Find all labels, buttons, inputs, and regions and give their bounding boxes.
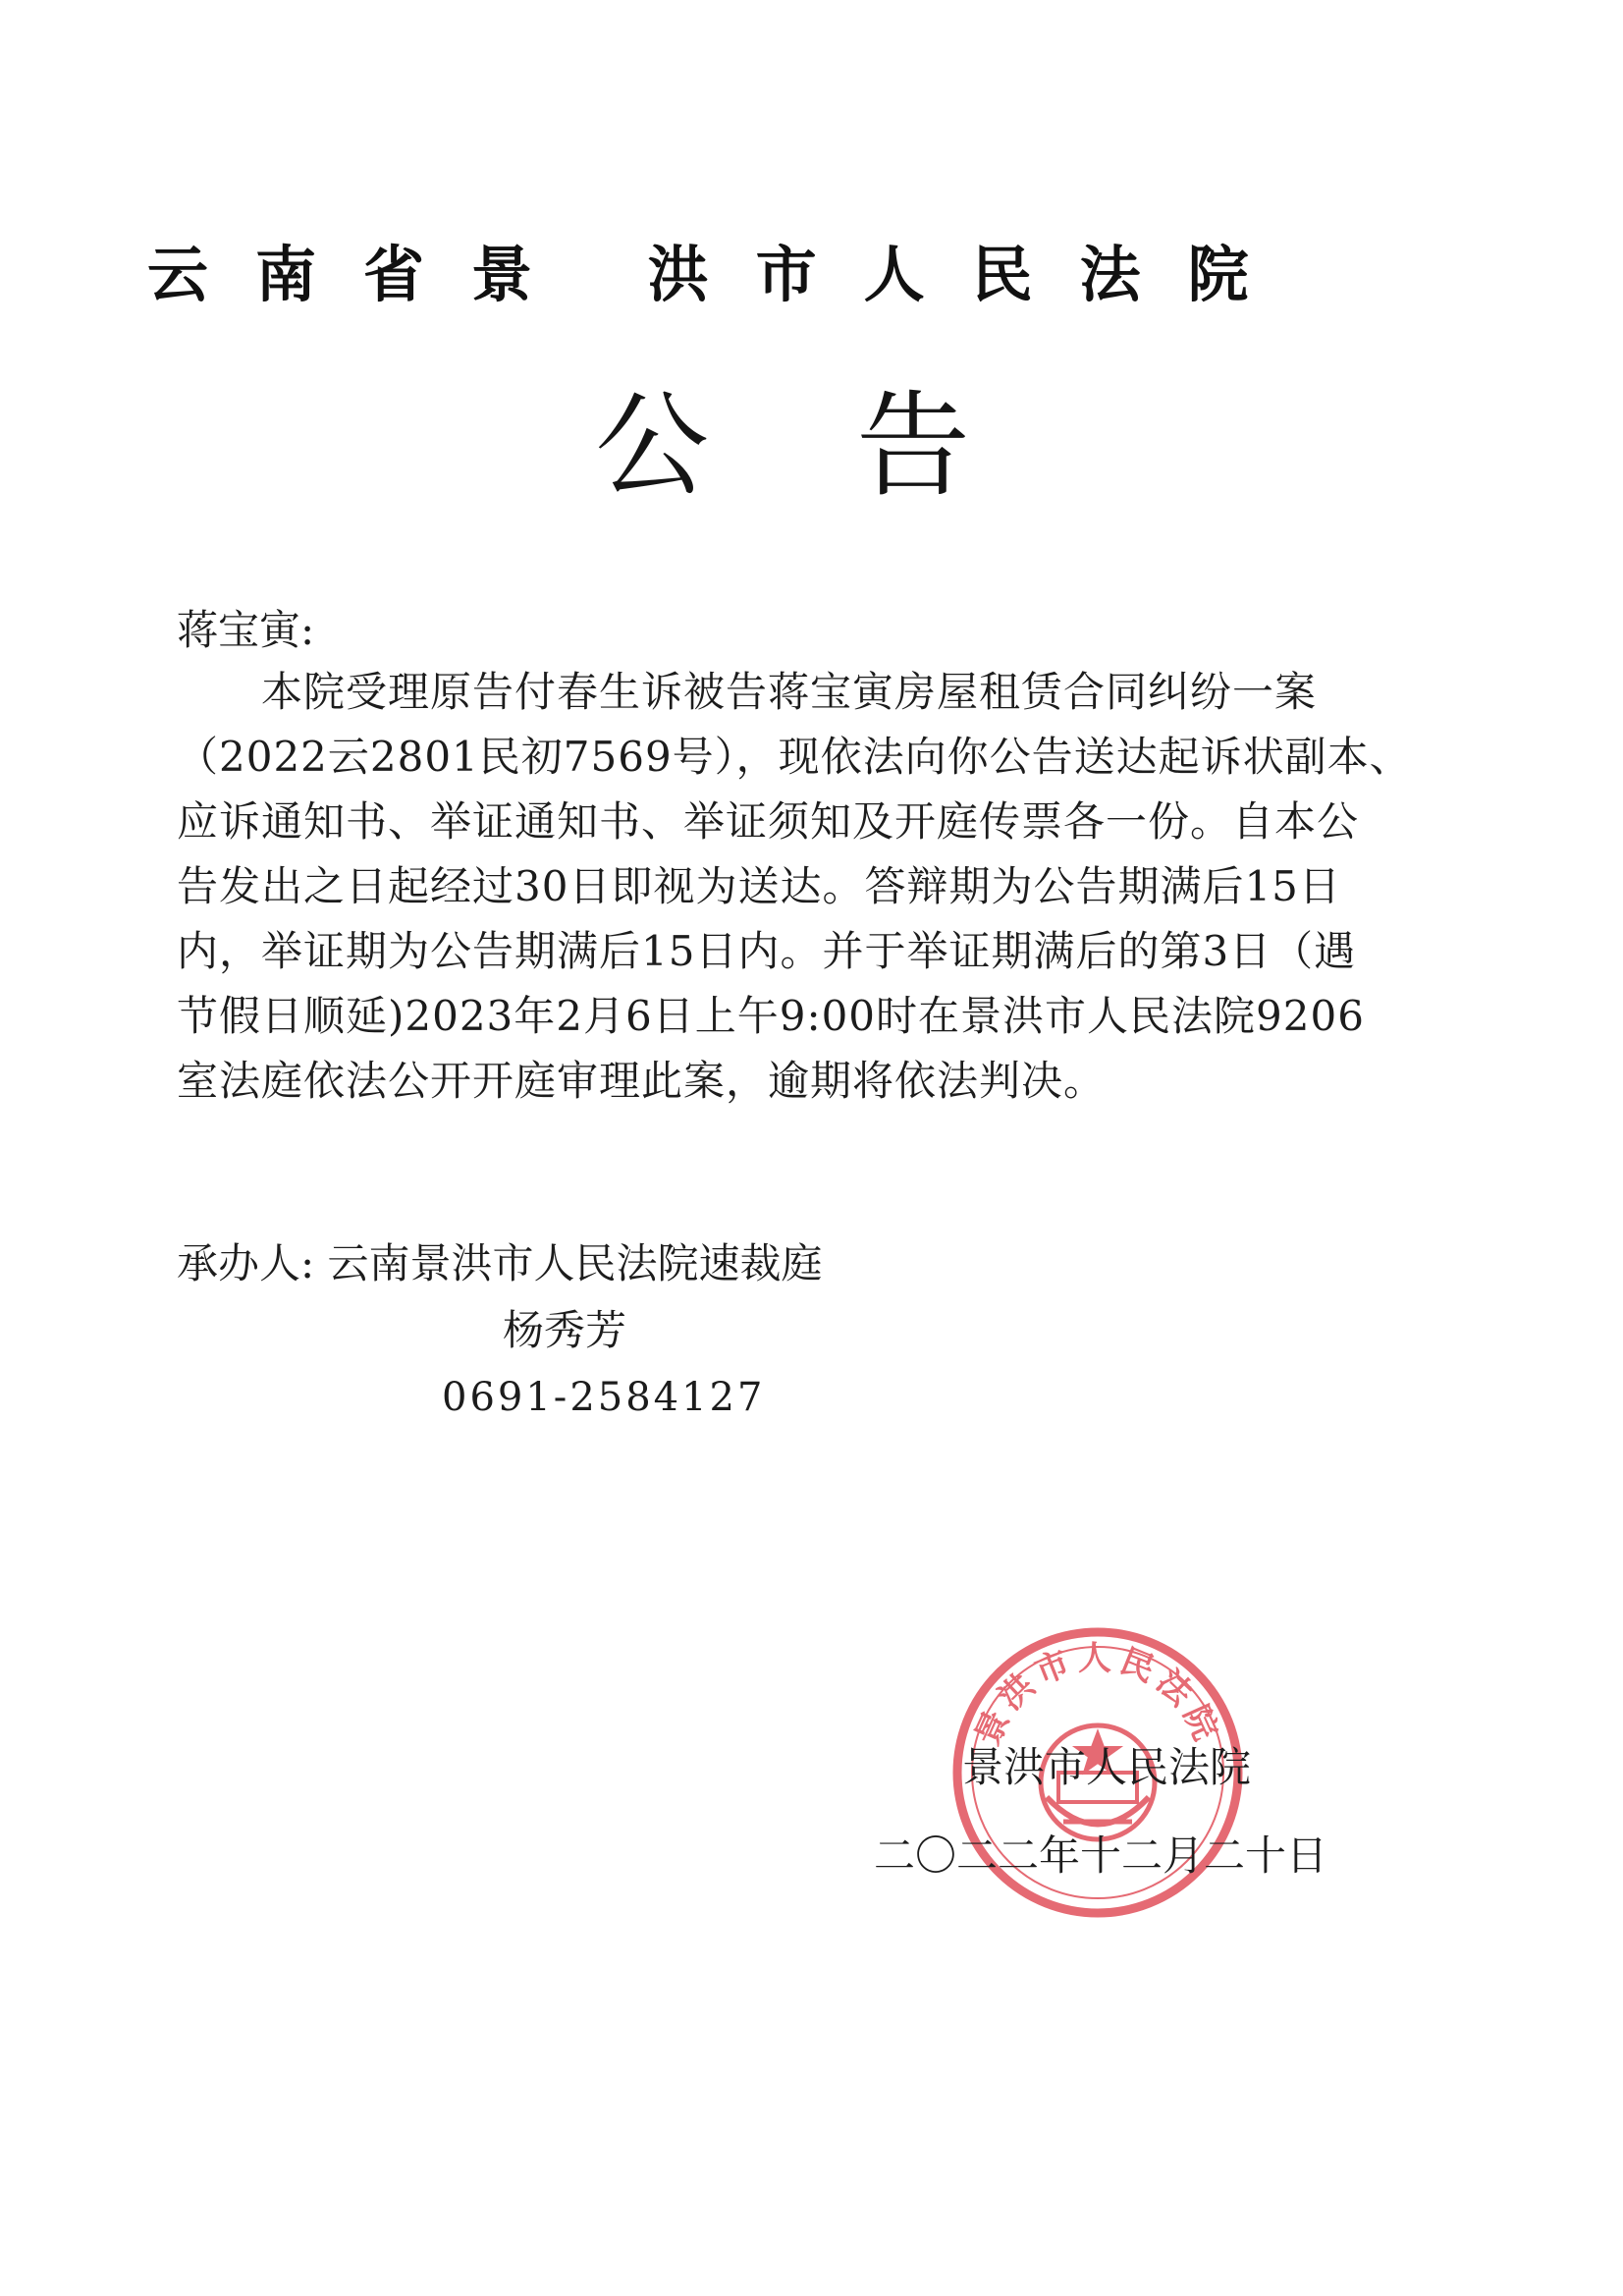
notice-body [177,660,1419,1114]
body-line: 应诉通知书、举证通知书、举证须知及开庭传票各一份。自本公 [177,797,1360,846]
addressee: 蒋宝寅: [177,606,315,654]
signing-date: 二〇二二年十二月二十日 [874,1831,1328,1880]
body-line: 本院受理原告付春生诉被告蒋宝寅房屋租赁合同纠纷一案 [261,668,1318,716]
body-line: 内，举证期为公告期满后15日内。并于举证期满后的第3日（遇 [177,927,1357,975]
handler-phone: 0691-2584127 [442,1375,766,1420]
body-line: 节假日顺延)2023年2月6日上午9:00时在景洪市人民法院9206 [177,992,1365,1040]
document-type-heading: 公告 [595,380,1117,513]
handler-line: 承办人: 云南景洪市人民法院速裁庭 [177,1239,823,1287]
signing-court: 景洪市人民法院 [962,1743,1252,1791]
court-name-heading: 云南省景 洪市人民法院 [147,239,1296,310]
body-line: 告发出之日起经过30日即视为送达。答辩期为公告期满后15日 [177,862,1341,910]
seal-arc-text: 景洪市人民法院 [967,1639,1228,1752]
body-line: 室法庭依法公开开庭审理此案，逾期将依法判决。 [177,1057,1107,1105]
body-line: （2022云2801民初7569号），现依法向你公告送达起诉状副本、 [177,733,1412,781]
handler-name: 杨秀芳 [503,1306,627,1354]
